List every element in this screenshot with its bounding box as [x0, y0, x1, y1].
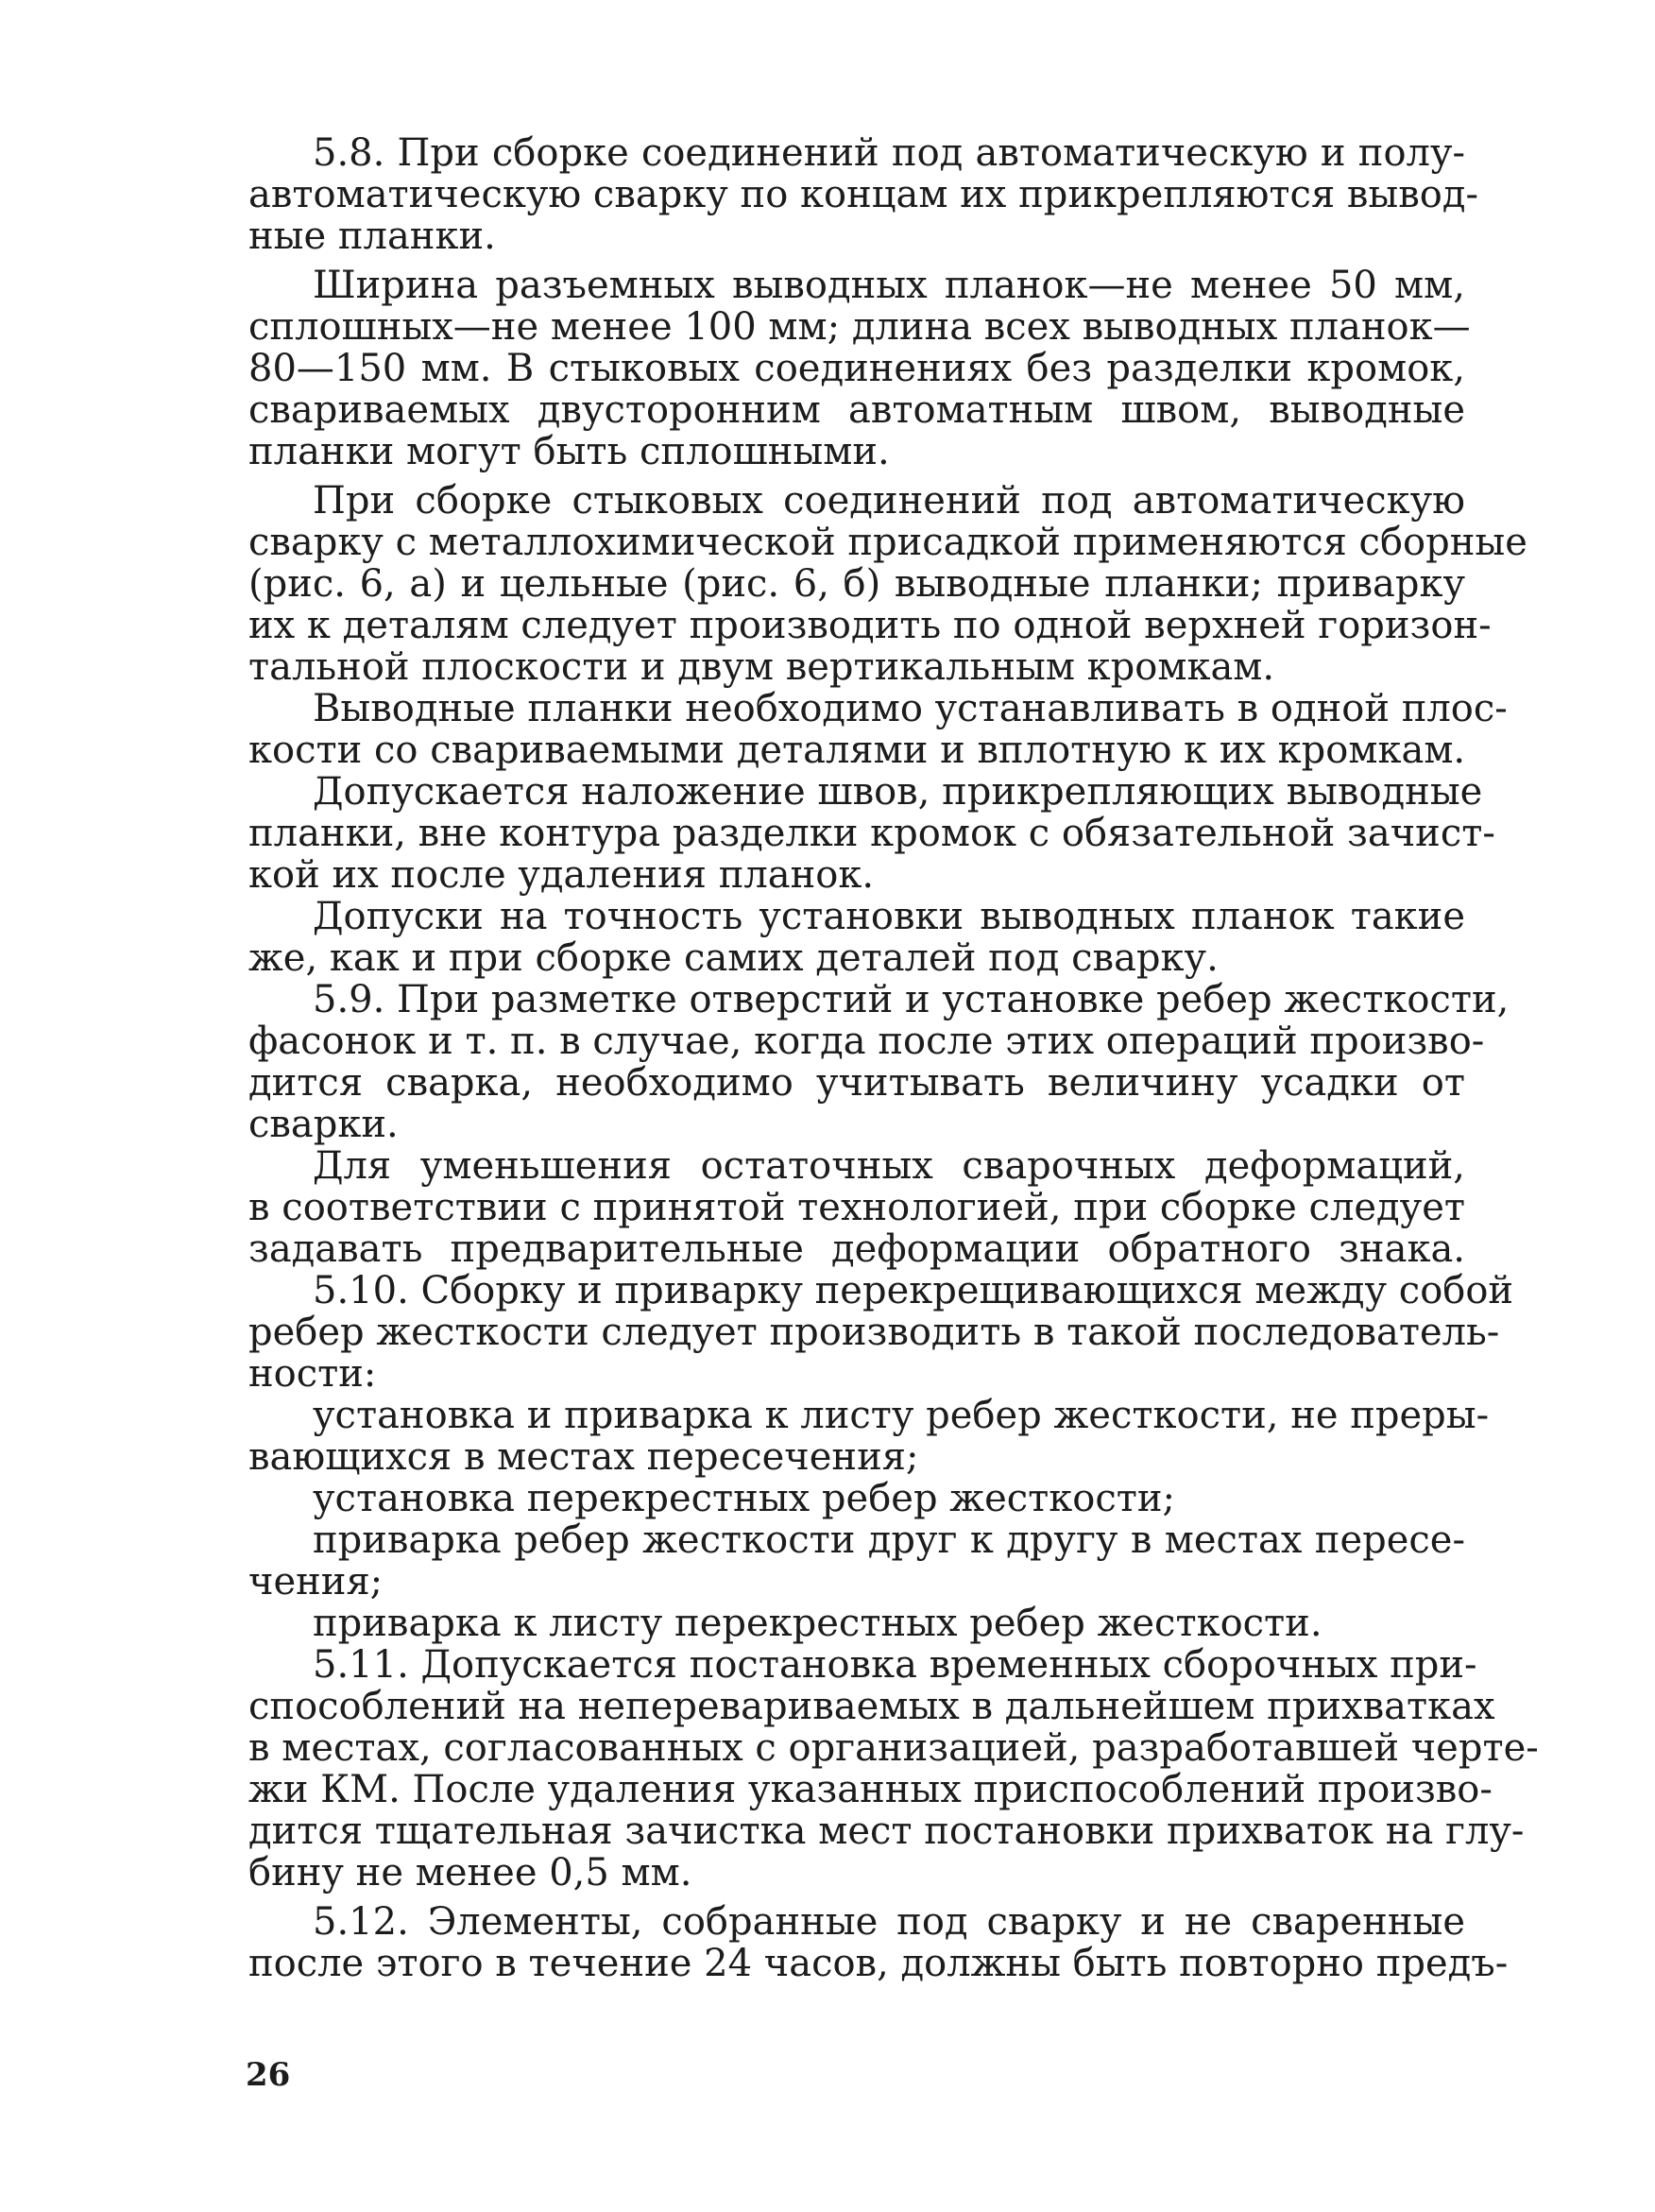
- text-line: 5.10. Сборку и приварку перекрещивающихся между собой: [313, 1269, 1514, 1312]
- text-line: 80—150 мм. В стыковых соединениях без разделки кромок,: [248, 347, 1465, 390]
- text-line: Для уменьшения остаточных сварочных деформаций,: [313, 1144, 1465, 1188]
- text-line: задавать предварительные деформации обратного знака.: [248, 1227, 1465, 1271]
- text-line: ребер жесткости следует производить в такой последователь-: [248, 1311, 1500, 1354]
- text-line: ные планки.: [248, 214, 496, 258]
- text-line: бину не менее 0,5 мм.: [248, 1851, 692, 1895]
- text-line: автоматическую сварку по концам их прикрепляются вывод-: [248, 173, 1478, 216]
- text-line: после этого в течение 24 часов, должны быть повторно предъ-: [248, 1942, 1509, 1985]
- text-line: 5.8. При сборке соединений под автоматическую и полу-: [313, 131, 1465, 175]
- text-line: (рис. 6, а) и цельные (рис. 6, б) выводные планки; приварку: [248, 562, 1465, 606]
- text-line: вающихся в местах пересечения;: [248, 1435, 919, 1479]
- text-line: кой их после удаления планок.: [248, 853, 875, 897]
- text-line: свариваемых двусторонним автоматным швом, выводные: [248, 388, 1465, 432]
- text-line: в местах, согласованных с организацией, разработавшей черте-: [248, 1726, 1539, 1770]
- text-line: 5.9. При разметке отверстий и установке ребер жесткости,: [313, 978, 1510, 1021]
- text-line: способлений на неперевариваемых в дальнейшем прихватках: [248, 1685, 1495, 1728]
- text-line: сплошных—не менее 100 мм; длина всех выводных планок—: [248, 305, 1471, 349]
- text-line: приварка к листу перекрестных ребер жесткости.: [313, 1602, 1322, 1645]
- document-body: [248, 131, 1539, 1985]
- text-line: установка перекрестных ребер жесткости;: [313, 1477, 1176, 1520]
- text-line: Допуски на точность установки выводных планок такие: [313, 895, 1465, 938]
- text-line: При сборке стыковых соединений под автоматическую: [313, 479, 1465, 523]
- text-line: установка и приварка к листу ребер жесткости, не преры-: [313, 1394, 1490, 1437]
- text-line: кости со свариваемыми деталями и вплотную к их кромкам.: [248, 729, 1466, 772]
- text-line: сварку с металлохимической присадкой применяются сборные: [248, 521, 1527, 564]
- text-line: Выводные планки необходимо устанавливать в одной плос-: [313, 687, 1508, 730]
- text-line: планки, вне контура разделки кромок с обязательной зачист-: [248, 812, 1495, 855]
- text-line: планки могут быть сплошными.: [248, 430, 890, 473]
- text-line: дится сварка, необходимо учитывать величину усадки от: [248, 1061, 1465, 1105]
- text-line: дится тщательная зачистка мест постановки прихваток на глу-: [248, 1809, 1525, 1853]
- text-line: же, как и при сборке самих деталей под сварку.: [248, 936, 1219, 980]
- text-line: в соответствии с принятой технологией, при сборке следует: [248, 1186, 1465, 1229]
- text-line: сварки.: [248, 1103, 399, 1146]
- text-line: тальной плоскости и двум вертикальным кромкам.: [248, 645, 1275, 689]
- text-line: 5.11. Допускается постановка временных сборочных при-: [313, 1643, 1477, 1687]
- text-line: их к деталям следует производить по одной верхней горизон-: [248, 604, 1492, 647]
- text-line: приварка ребер жесткости друг к другу в местах пересе-: [313, 1518, 1465, 1562]
- page-number: 26: [246, 2056, 291, 2094]
- text-line: ности:: [248, 1352, 377, 1396]
- text-line: 5.12. Элементы, собранные под сварку и не сваренные: [313, 1900, 1465, 1944]
- text-line: Ширина разъемных выводных планок—не менее 50 мм,: [313, 264, 1465, 307]
- text-line: фасонок и т. п. в случае, когда после этих операций произво-: [248, 1020, 1485, 1063]
- text-line: чения;: [248, 1560, 384, 1603]
- text-line: Допускается наложение швов, прикрепляющих выводные: [313, 770, 1483, 814]
- text-line: жи КМ. После удаления указанных приспособлений произво-: [248, 1768, 1493, 1811]
